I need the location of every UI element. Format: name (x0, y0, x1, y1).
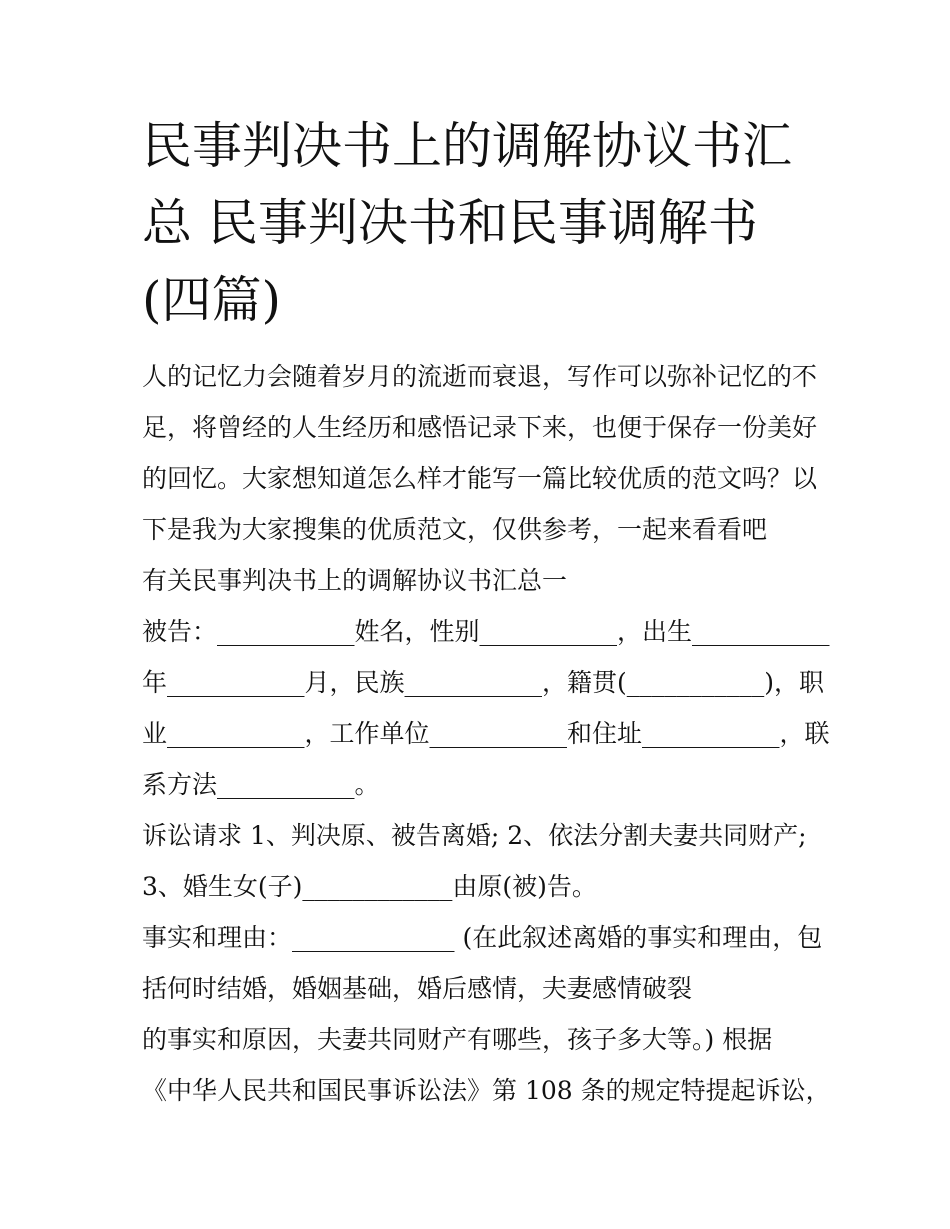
intro-line-2: 足，将曾经的人生经历和感悟记录下来，也便于保存一份美好 (142, 413, 818, 442)
defendant-line-1: 被告：___________姓名，性别___________，出生___________ (142, 617, 830, 646)
claims-line-1: 诉讼请求 1、判决原、被告离婚; 2、依法分割夫妻共同财产; (142, 821, 807, 850)
intro-line-4: 下是我为大家搜集的优质范文，仅供参考，一起来看看吧 (142, 515, 768, 544)
facts-line-1: 事实和理由：_____________ (在此叙述离婚的事实和理由，包 (142, 923, 823, 952)
document-body (142, 351, 831, 1116)
defendant-line-3: 业___________，工作单位___________和住址___________，联 (142, 719, 830, 748)
facts-line-4: 《中华人民共和国民事诉讼法》第 108 条的规定特提起诉讼， (142, 1076, 831, 1105)
defendant-line-2: 年___________月，民族___________，籍贯(___________)，职 (142, 668, 825, 697)
document-page (142, 108, 831, 1116)
intro-line-3: 的回忆。大家想知道怎么样才能写一篇比较优质的范文吗？以 (142, 464, 818, 493)
document-title (142, 108, 822, 339)
defendant-line-4: 系方法___________。 (142, 770, 380, 799)
facts-line-3: 的事实和原因，夫妻共同财产有哪些，孩子多大等。) 根据 (142, 1025, 773, 1054)
intro-line-1: 人的记忆力会随着岁月的流逝而衰退，写作可以弥补记忆的不 (142, 362, 818, 391)
claims-line-2: 3、婚生女(子)____________由原(被)告。 (142, 872, 597, 901)
title-line-1: 民事判决书上的调解协议书汇 (142, 117, 792, 175)
title-line-2: 总 民事判决书和民事调解书 (142, 194, 758, 252)
facts-line-2: 括何时结婚，婚姻基础，婚后感情，夫妻感情破裂 (142, 974, 693, 1003)
section-heading: 有关民事判决书上的调解协议书汇总一 (142, 566, 568, 595)
title-line-3: (四篇) (142, 271, 282, 329)
